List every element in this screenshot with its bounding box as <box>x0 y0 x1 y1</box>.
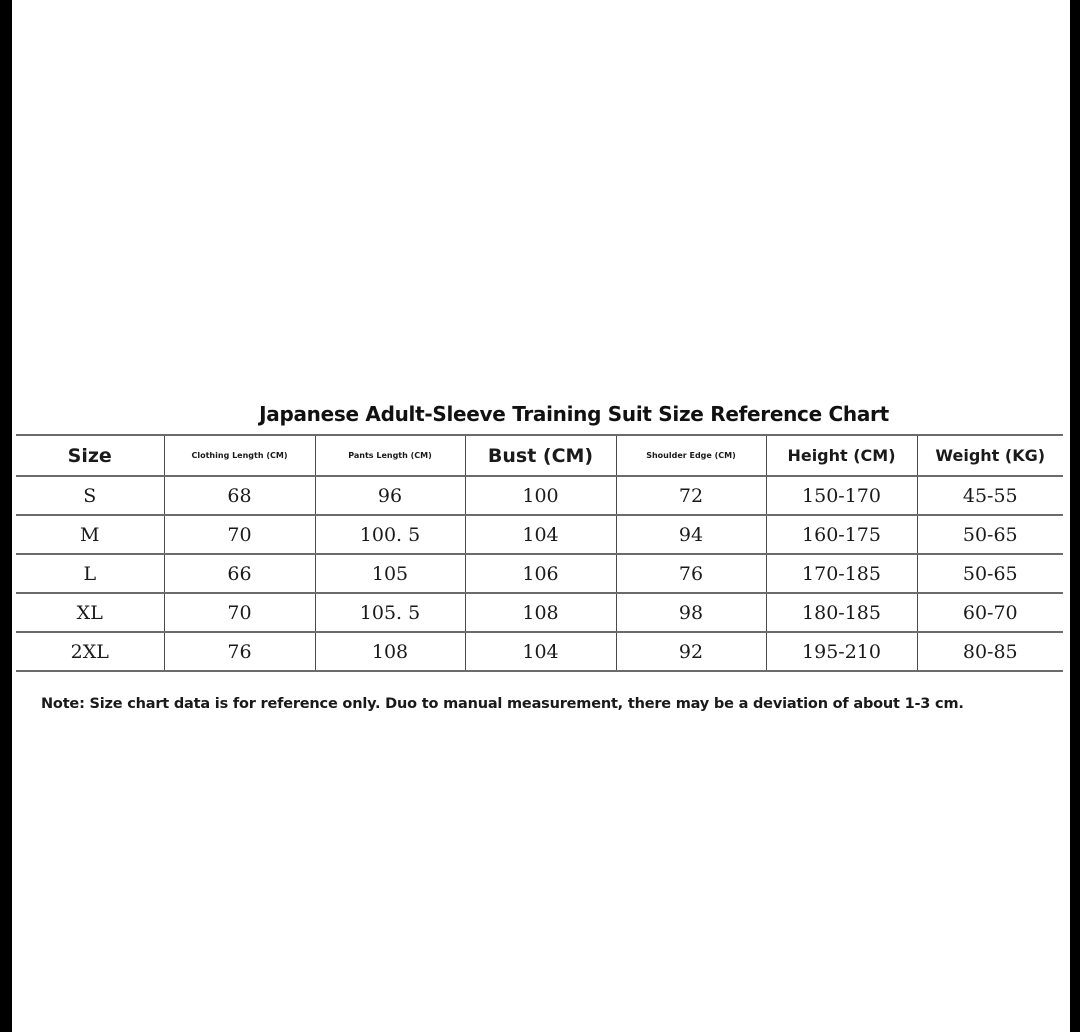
cell-shoulder-edge: 72 <box>616 476 766 515</box>
cell-shoulder-edge: 94 <box>616 515 766 554</box>
cell-pants-length: 105 <box>315 554 465 593</box>
cell-clothing-length: 76 <box>164 632 315 671</box>
cell-bust: 104 <box>465 515 616 554</box>
cell-weight: 80-85 <box>917 632 1063 671</box>
cell-size: L <box>16 554 164 593</box>
cell-height: 170-185 <box>766 554 917 593</box>
header-pants-length: Pants Length (CM) <box>315 435 465 476</box>
cell-clothing-length: 66 <box>164 554 315 593</box>
cell-height: 180-185 <box>766 593 917 632</box>
table-row <box>16 554 1063 593</box>
header-clothing-length: Clothing Length (CM) <box>164 435 315 476</box>
header-bust: Bust (CM) <box>465 435 616 476</box>
cell-size: M <box>16 515 164 554</box>
cell-clothing-length: 70 <box>164 515 315 554</box>
cell-weight: 45-55 <box>917 476 1063 515</box>
header-weight: Weight (KG) <box>917 435 1063 476</box>
cell-pants-length: 96 <box>315 476 465 515</box>
cell-size: XL <box>16 593 164 632</box>
cell-bust: 100 <box>465 476 616 515</box>
header-height: Height (CM) <box>766 435 917 476</box>
cell-clothing-length: 70 <box>164 593 315 632</box>
size-chart-image <box>12 0 1070 1032</box>
table-row <box>16 476 1063 515</box>
cell-bust: 104 <box>465 632 616 671</box>
cell-weight: 60-70 <box>917 593 1063 632</box>
cell-shoulder-edge: 98 <box>616 593 766 632</box>
header-shoulder-edge: Shoulder Edge (CM) <box>616 435 766 476</box>
cell-weight: 50-65 <box>917 554 1063 593</box>
cell-height: 195-210 <box>766 632 917 671</box>
cell-pants-length: 100. 5 <box>315 515 465 554</box>
cell-shoulder-edge: 76 <box>616 554 766 593</box>
cell-size: S <box>16 476 164 515</box>
table-row <box>16 632 1063 671</box>
cell-size: 2XL <box>16 632 164 671</box>
cell-clothing-length: 68 <box>164 476 315 515</box>
table-row <box>16 515 1063 554</box>
header-row <box>16 435 1063 476</box>
disclaimer-note: Note: Size chart data is for reference only. Duo to manual measurement, there may be a deviation of about 1-3 cm. <box>41 696 964 712</box>
cell-pants-length: 108 <box>315 632 465 671</box>
size-table <box>16 434 1063 672</box>
cell-height: 150-170 <box>766 476 917 515</box>
chart-title: Japanese Adult-Sleeve Training Suit Size Reference Chart <box>259 402 889 426</box>
cell-height: 160-175 <box>766 515 917 554</box>
cell-shoulder-edge: 92 <box>616 632 766 671</box>
header-size: Size <box>16 435 164 476</box>
table-row <box>16 593 1063 632</box>
cell-bust: 106 <box>465 554 616 593</box>
cell-weight: 50-65 <box>917 515 1063 554</box>
cell-bust: 108 <box>465 593 616 632</box>
cell-pants-length: 105. 5 <box>315 593 465 632</box>
